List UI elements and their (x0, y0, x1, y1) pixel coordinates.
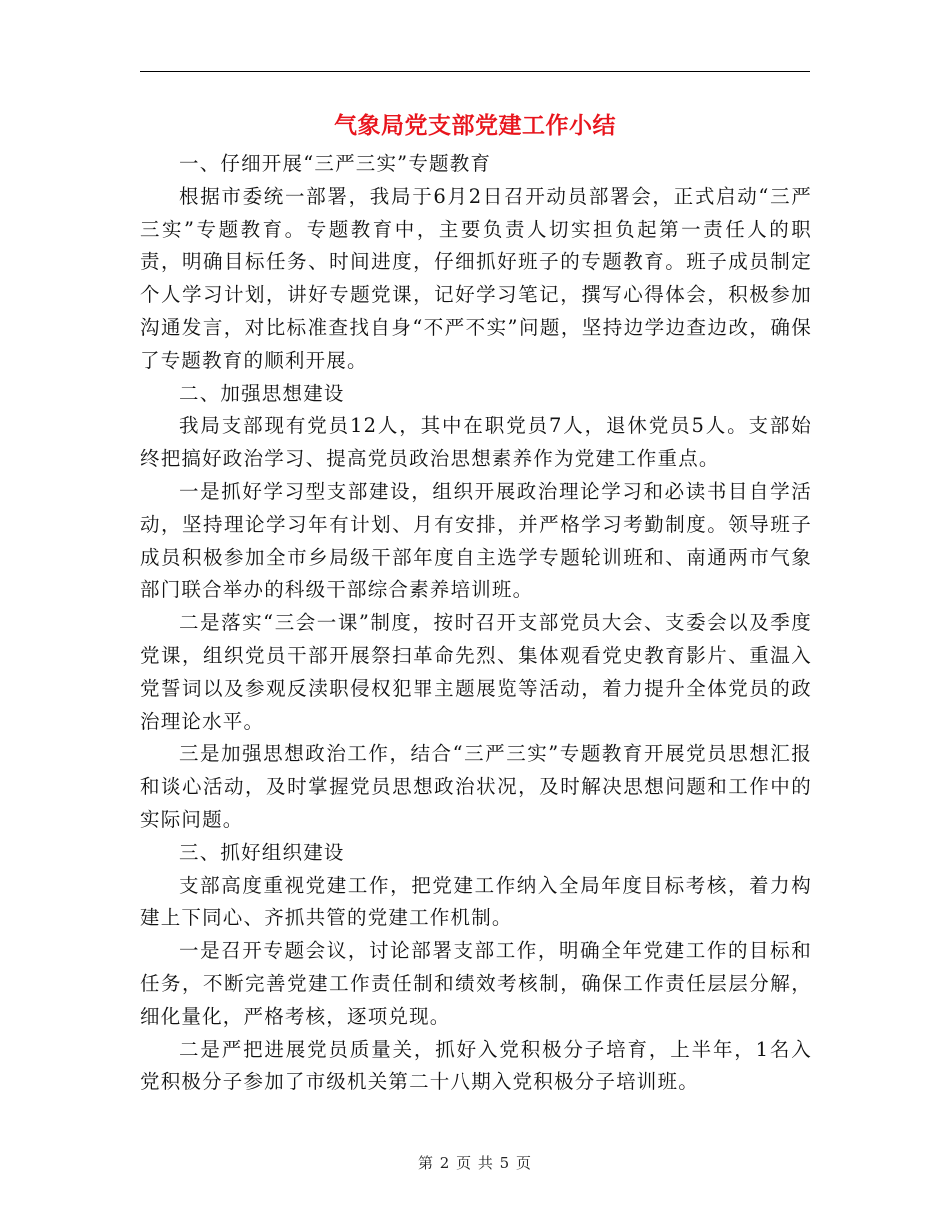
paragraph: 一是召开专题会议，讨论部署支部工作，明确全年党建工作的目标和任务，不断完善党建工作责任制和绩效考核制，确保工作责任层层分解，细化量化，严格考核，逐项兑现。 (140, 939, 812, 1028)
paragraph: 二是落实“三会一课”制度，按时召开支部党员大会、支委会以及季度党课，组织党员干部开展祭扫革命先烈、集体观看党史教育影片、重温入党誓词以及参观反渎职侵权犯罪主题展览等活动，着力提升全体党员的政治理论水平。 (140, 611, 812, 733)
document-body (140, 148, 812, 1099)
paragraph: 根据市委统一部署，我局于6月2日召开动员部署会，正式启动“三严三实”专题教育。专题教育中，主要负责人切实担负起第一责任人的职责，明确目标任务、时间进度，仔细抓好班子的专题教育。班子成员制定个人学习计划，讲好专题党课，记好学习笔记，撰写心得体会，积极参加沟通发言，对比标准查找自身“不严不实”问题，坚持边学边查边改，确保了专题教育的顺利开展。 (140, 184, 812, 372)
paragraph: 三是加强思想政治工作，结合“三严三实”专题教育开展党员思想汇报和谈心活动，及时掌握党员思想政治状况，及时解决思想问题和工作中的实际问题。 (140, 742, 812, 831)
section-heading-1: 一、仔细开展“三严三实”专题教育 (179, 152, 492, 175)
paragraph: 二是严把进展党员质量关，抓好入党积极分子培育，上半年，1名入党积极分子参加了市级机关第二十八期入党积极分子培训班。 (140, 1037, 812, 1094)
section-heading-3: 三、抓好组织建设 (179, 840, 345, 864)
paragraph: 支部高度重视党建工作，把党建工作纳入全局年度目标考核，着力构建上下同心、齐抓共管的党建工作机制。 (140, 873, 812, 930)
header-rule (140, 71, 810, 72)
paragraph: 我局支部现有党员12人，其中在职党员7人，退休党员5人。支部始终把搞好政治学习、提高党员政治思想素养作为党建工作重点。 (140, 414, 812, 471)
page-number: 第 2 页 共 5 页 (418, 1154, 532, 1172)
document-title: 气象局党支部党建工作小结 (334, 112, 616, 139)
paragraph: 一是抓好学习型支部建设，组织开展政治理论学习和必读书目自学活动，坚持理论学习年有计划、月有安排，并严格学习考勤制度。领导班子成员积极参加全市乡局级干部年度自主选学专题轮训班和、南通两市气象部门联合举办的科级干部综合素养培训班。 (140, 479, 812, 602)
section-heading-2: 二、加强思想建设 (179, 381, 345, 405)
